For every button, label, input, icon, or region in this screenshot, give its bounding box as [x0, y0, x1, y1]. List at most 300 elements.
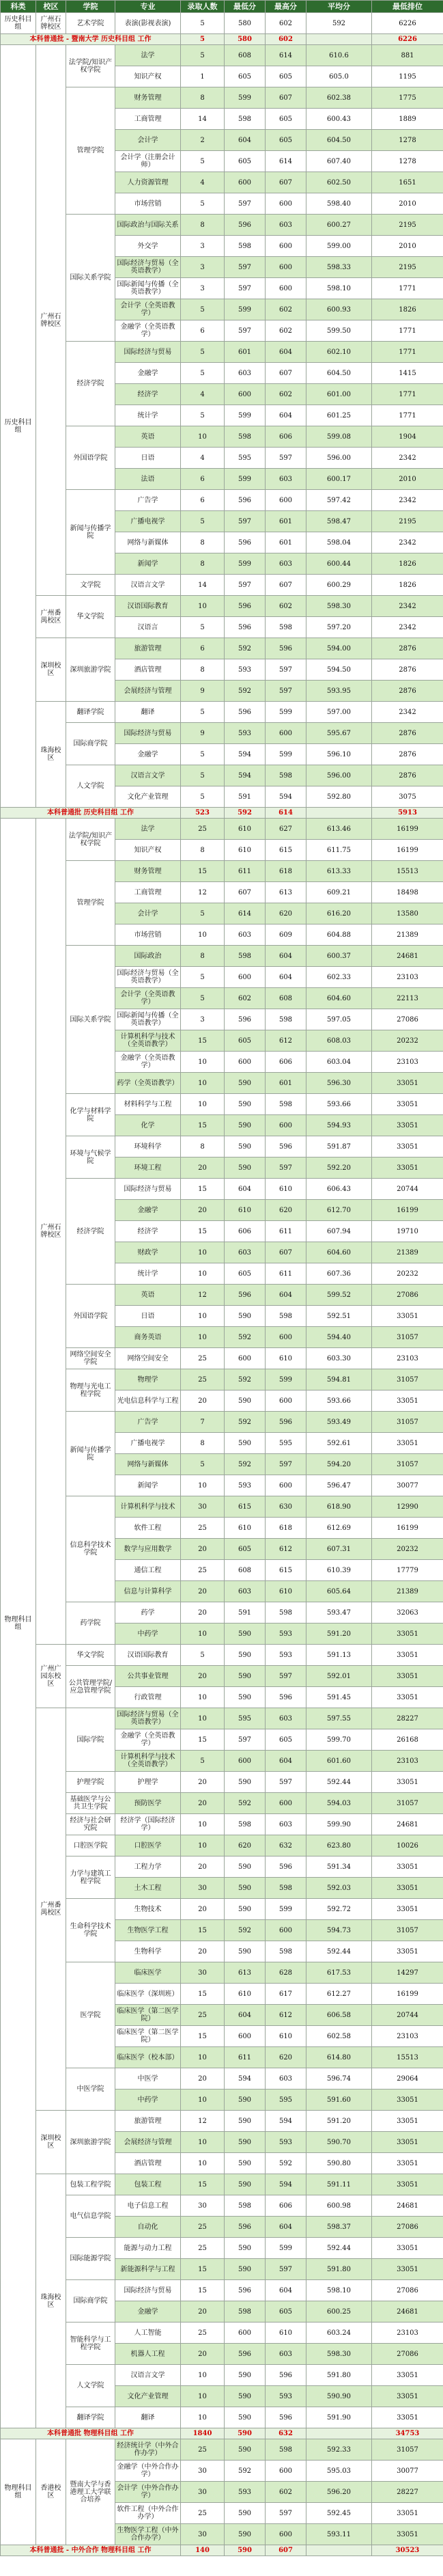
max-score-cell: 603 [266, 2344, 306, 2365]
subject-group-cell: 物理科目组 [1, 2439, 36, 2545]
total-min-score: 592 [225, 808, 266, 819]
min-rank-cell: 33051 [372, 2153, 443, 2174]
min-score-cell: 590 [225, 2174, 266, 2195]
min-score-cell: 590 [225, 1094, 266, 1115]
campus-cell: 珠海校区 [36, 2174, 66, 2428]
min-rank-cell: 26168 [372, 1729, 443, 1751]
min-rank-cell: 3075 [372, 786, 443, 808]
min-rank-cell: 20744 [372, 1179, 443, 1200]
min-score-cell: 598 [225, 236, 266, 257]
campus-cell: 广州石牌校区 [36, 13, 66, 34]
avg-score-cell: 614.80 [306, 2047, 372, 2068]
min-rank-cell: 31057 [372, 1793, 443, 1814]
table-row [1, 1136, 443, 1157]
min-rank-cell: 1904 [372, 426, 443, 448]
avg-score-cell: 592.01 [306, 1666, 372, 1687]
major-cell: 临床医学（第二医学院） [115, 2005, 181, 2026]
min-score-cell: 590 [225, 1433, 266, 1454]
enrolled-cell: 15 [181, 2280, 225, 2301]
min-score-cell: 599 [225, 469, 266, 490]
min-rank-cell: 2195 [372, 511, 443, 532]
min-score-cell: 603 [225, 924, 266, 946]
min-rank-cell: 2876 [372, 638, 443, 659]
avg-score-cell: 594.81 [306, 1369, 372, 1390]
min-score-cell: 598 [225, 1814, 266, 1835]
min-score-cell: 598 [225, 2301, 266, 2322]
min-rank-cell: 2876 [372, 723, 443, 744]
avg-score-cell: 593.66 [306, 1390, 372, 1412]
min-score-cell: 590 [225, 2089, 266, 2111]
min-rank-cell: 1826 [372, 299, 443, 320]
min-score-cell: 590 [225, 1073, 266, 1094]
college-cell: 化学与材料学院 [66, 1094, 115, 1136]
min-rank-cell: 33051 [372, 1878, 443, 1899]
max-score-cell: 604 [266, 1751, 306, 1772]
max-score-cell: 598 [266, 1306, 306, 1327]
total-label: 本科普通批 物理科目组 工作 [1, 2428, 181, 2439]
min-score-cell: 592 [225, 1920, 266, 1941]
max-score-cell: 598 [266, 765, 306, 786]
major-cell: 新闻学 [115, 553, 181, 575]
min-score-cell: 613 [225, 1962, 266, 1984]
college-cell: 深圳旅游学院 [66, 2111, 115, 2174]
min-score-cell: 601 [225, 342, 266, 363]
max-score-cell: 609 [266, 924, 306, 946]
major-cell: 法学 [115, 819, 181, 840]
min-rank-cell: 2342 [372, 702, 443, 723]
avg-score-cell: 592.72 [306, 1899, 372, 1920]
min-score-cell: 610 [225, 1518, 266, 1539]
avg-score-cell: 597.20 [306, 617, 372, 638]
enrolled-cell: 30 [181, 2524, 225, 2545]
avg-score-cell: 595.03 [306, 2461, 372, 2482]
max-score-cell: 604 [266, 967, 306, 988]
avg-score-cell: 609.21 [306, 882, 372, 903]
table-row [1, 1899, 443, 1920]
max-score-cell: 610 [266, 2322, 306, 2344]
max-score-cell: 610 [266, 1581, 306, 1602]
major-cell: 土木工程 [115, 1878, 181, 1899]
max-score-cell: 605 [266, 109, 306, 130]
enrolled-cell: 10 [181, 1708, 225, 1729]
major-cell: 临床医学（深圳班） [115, 1984, 181, 2005]
enrolled-cell: 20 [181, 2344, 225, 2365]
max-score-cell: 600 [266, 1115, 306, 1136]
enrolled-cell: 10 [181, 2047, 225, 2068]
table-row [1, 87, 443, 109]
major-cell: 行政管理 [115, 1687, 181, 1708]
avg-score-cell: 598.37 [306, 2217, 372, 2238]
enrolled-cell: 5 [181, 903, 225, 924]
min-score-cell: 605 [225, 1263, 266, 1285]
enrolled-cell: 10 [181, 426, 225, 448]
min-score-cell: 598 [225, 426, 266, 448]
max-score-cell: 600 [266, 257, 306, 278]
major-cell: 机器人工程 [115, 2344, 181, 2365]
min-score-cell: 597 [225, 511, 266, 532]
table-row [1, 819, 443, 840]
college-cell: 药学院 [66, 1602, 115, 1645]
min-rank-cell: 16199 [372, 1518, 443, 1539]
avg-score-cell: 612.69 [306, 1518, 372, 1539]
enrolled-cell: 25 [181, 1518, 225, 1539]
max-score-cell: 604 [266, 405, 306, 426]
avg-score-cell: 600.17 [306, 469, 372, 490]
enrolled-cell: 15 [181, 1115, 225, 1136]
enrolled-cell: 20 [181, 1856, 225, 1878]
min-rank-cell: 20744 [372, 2005, 443, 2026]
total-min-score: 590 [225, 2428, 266, 2439]
min-rank-cell: 21389 [372, 924, 443, 946]
college-cell: 艺术学院 [66, 13, 115, 34]
college-cell: 法学院/知识产权学院 [66, 45, 115, 87]
major-cell: 国际经济与贸易 [115, 2280, 181, 2301]
enrolled-cell: 9 [181, 723, 225, 744]
table-row [1, 1835, 443, 1856]
avg-score-cell: 592.80 [306, 786, 372, 808]
major-cell: 金融学 [115, 363, 181, 384]
major-cell: 包装工程 [115, 2174, 181, 2195]
enrolled-cell: 10 [181, 2153, 225, 2174]
avg-score-cell: 604.88 [306, 924, 372, 946]
min-score-cell: 590 [225, 1645, 266, 1666]
min-rank-cell: 33051 [372, 1623, 443, 1645]
max-score-cell: 596 [266, 1687, 306, 1708]
total-enrolled: 140 [181, 2545, 225, 2556]
min-score-cell: 596 [225, 596, 266, 617]
avg-score-cell: 593.11 [306, 2524, 372, 2545]
college-cell: 医学院 [66, 1962, 115, 2068]
max-score-cell: 603 [266, 1708, 306, 1729]
min-score-cell: 590 [225, 1899, 266, 1920]
table-row [1, 1412, 443, 1433]
max-score-cell: 599 [266, 702, 306, 723]
min-rank-cell: 1771 [372, 342, 443, 363]
major-cell: 翻译 [115, 2407, 181, 2428]
avg-score-cell: 600.44 [306, 553, 372, 575]
table-row [1, 1772, 443, 1793]
min-score-cell: 590 [225, 2386, 266, 2407]
table-row [1, 1666, 443, 1687]
major-cell: 生物科学 [115, 1941, 181, 1962]
enrolled-cell: 10 [181, 2386, 225, 2407]
min-score-cell: 590 [225, 2259, 266, 2280]
min-score-cell: 595 [225, 1708, 266, 1729]
enrolled-cell: 10 [181, 1094, 225, 1115]
max-score-cell: 610 [266, 1179, 306, 1200]
max-score-cell: 593 [266, 2386, 306, 2407]
avg-score-cell: 602.38 [306, 87, 372, 109]
max-score-cell: 596 [266, 2407, 306, 2428]
table-row [1, 215, 443, 236]
min-score-cell: 590 [225, 1115, 266, 1136]
max-score-cell: 602 [266, 384, 306, 405]
max-score-cell: 596 [266, 1412, 306, 1433]
college-cell: 经济学院 [66, 342, 115, 426]
min-score-cell: 600 [225, 2026, 266, 2047]
enrolled-cell: 10 [181, 2365, 225, 2386]
min-score-cell: 593 [225, 723, 266, 744]
enrolled-cell: 10 [181, 1052, 225, 1073]
avg-score-cell: 600.29 [306, 575, 372, 596]
max-score-cell: 597 [266, 1666, 306, 1687]
major-cell: 药学 [115, 1602, 181, 1623]
min-rank-cell: 33051 [372, 2132, 443, 2153]
min-score-cell: 590 [225, 2153, 266, 2174]
max-score-cell: 599 [266, 744, 306, 765]
max-score-cell: 611 [266, 1263, 306, 1285]
major-cell: 口腔医学 [115, 1835, 181, 1856]
avg-score-cell: 598.10 [306, 2280, 372, 2301]
enrolled-cell: 20 [181, 1390, 225, 1412]
major-cell: 国际新闻与传播（全英语教学） [115, 278, 181, 299]
min-score-cell: 590 [225, 2238, 266, 2259]
major-cell: 知识产权 [115, 66, 181, 87]
min-rank-cell: 33051 [372, 1687, 443, 1708]
major-cell: 经济学（国际经济学） [115, 1814, 181, 1835]
min-rank-cell: 27086 [372, 2217, 443, 2238]
min-score-cell: 597 [225, 1729, 266, 1751]
min-rank-cell: 33051 [372, 1941, 443, 1962]
min-score-cell: 596 [225, 617, 266, 638]
enrolled-cell: 10 [181, 1327, 225, 1348]
table-row [1, 1793, 443, 1814]
max-score-cell: 600 [266, 1327, 306, 1348]
table-row [1, 2111, 443, 2132]
total-enrolled: 523 [181, 808, 225, 819]
max-score-cell: 599 [266, 1369, 306, 1390]
min-score-cell: 597 [225, 278, 266, 299]
campus-cell: 广州石牌校区 [36, 819, 66, 1645]
min-score-cell: 590 [225, 2407, 266, 2428]
table-row [1, 1962, 443, 1984]
total-min-rank: 34753 [372, 2428, 443, 2439]
min-rank-cell: 33051 [372, 2365, 443, 2386]
min-rank-cell: 27086 [372, 1285, 443, 1306]
avg-score-cell: 607.94 [306, 1221, 372, 1242]
max-score-cell: 604 [266, 2217, 306, 2238]
min-rank-cell: 31057 [372, 1327, 443, 1348]
major-cell: 环境科学 [115, 1136, 181, 1157]
max-score-cell: 598 [266, 1878, 306, 1899]
enrolled-cell: 6 [181, 490, 225, 511]
enrolled-cell: 5 [181, 1454, 225, 1475]
major-cell: 广播电视学 [115, 1433, 181, 1454]
enrolled-cell: 10 [181, 1835, 225, 1856]
total-min-score: 590 [225, 2545, 266, 2556]
avg-score-cell: 599.70 [306, 1729, 372, 1751]
total-avg-score [306, 2545, 372, 2556]
enrolled-cell: 5 [181, 363, 225, 384]
total-label: 本科普通批 历史科目组 工作 [1, 808, 181, 819]
enrolled-cell: 8 [181, 87, 225, 109]
table-row [1, 1285, 443, 1306]
max-score-cell: 607 [266, 575, 306, 596]
avg-score-cell: 592.44 [306, 2238, 372, 2259]
enrolled-cell: 14 [181, 109, 225, 130]
major-cell: 环境工程 [115, 1157, 181, 1179]
college-cell: 国际能源学院 [66, 2238, 115, 2280]
max-score-cell: 598 [266, 1602, 306, 1623]
enrolled-cell: 30 [181, 1878, 225, 1899]
min-score-cell: 590 [225, 1878, 266, 1899]
enrolled-cell: 25 [181, 819, 225, 840]
min-score-cell: 600 [225, 2322, 266, 2344]
table-row [1, 2068, 443, 2089]
enrolled-cell: 15 [181, 1729, 225, 1751]
min-rank-cell: 2010 [372, 469, 443, 490]
min-score-cell: 592 [225, 2461, 266, 2482]
major-cell: 国际经济与贸易 [115, 1179, 181, 1200]
min-rank-cell: 2010 [372, 193, 443, 215]
min-score-cell: 591 [225, 1602, 266, 1623]
avg-score-cell: 608.03 [306, 1030, 372, 1052]
major-cell: 酒店管理 [115, 659, 181, 681]
major-cell: 公共事业管理 [115, 1666, 181, 1687]
subject-group-cell: 物理科目组 [1, 819, 36, 2428]
max-score-cell: 603 [266, 215, 306, 236]
avg-score-cell: 591.80 [306, 2259, 372, 2280]
min-score-cell: 590 [225, 2439, 266, 2461]
avg-score-cell: 591.20 [306, 2111, 372, 2132]
min-rank-cell: 1889 [372, 109, 443, 130]
avg-score-cell: 591.60 [306, 2089, 372, 2111]
min-score-cell: 593 [225, 659, 266, 681]
avg-score-cell: 611.75 [306, 840, 372, 861]
min-score-cell: 604 [225, 1179, 266, 1200]
min-score-cell: 599 [225, 405, 266, 426]
min-rank-cell: 33051 [372, 1645, 443, 1666]
max-score-cell: 594 [266, 2111, 306, 2132]
enrolled-cell: 12 [181, 882, 225, 903]
max-score-cell: 592 [266, 2153, 306, 2174]
table-row [1, 2407, 443, 2428]
enrolled-cell: 8 [181, 215, 225, 236]
enrolled-cell: 25 [181, 2439, 225, 2461]
min-score-cell: 595 [225, 448, 266, 469]
avg-score-cell: 599.08 [306, 426, 372, 448]
min-score-cell: 611 [225, 861, 266, 882]
total-max-score: 602 [266, 34, 306, 45]
min-score-cell: 590 [225, 1666, 266, 1687]
major-cell: 金融学 [115, 2301, 181, 2322]
enrolled-cell: 8 [181, 840, 225, 861]
major-cell: 中药学 [115, 1623, 181, 1645]
min-score-cell: 580 [225, 13, 266, 34]
min-rank-cell: 2876 [372, 765, 443, 786]
enrolled-cell: 10 [181, 2132, 225, 2153]
min-rank-cell: 2876 [372, 744, 443, 765]
min-rank-cell: 19710 [372, 1221, 443, 1242]
max-score-cell: 602 [266, 320, 306, 342]
min-rank-cell: 2342 [372, 617, 443, 638]
avg-score-cell: 600.93 [306, 299, 372, 320]
avg-score-cell: 599.90 [306, 1814, 372, 1835]
major-cell: 广告学 [115, 490, 181, 511]
max-score-cell: 607 [266, 363, 306, 384]
table-row [1, 2365, 443, 2386]
avg-score-cell: 607.31 [306, 1539, 372, 1560]
college-cell: 国际关系学院 [66, 215, 115, 342]
max-score-cell: 604 [266, 2280, 306, 2301]
avg-score-cell: 593.47 [306, 1602, 372, 1623]
major-cell: 酒店管理 [115, 2153, 181, 2174]
enrolled-cell: 4 [181, 384, 225, 405]
major-cell: 工商管理 [115, 109, 181, 130]
min-score-cell: 600 [225, 1751, 266, 1772]
min-score-cell: 590 [225, 1306, 266, 1327]
min-score-cell: 604 [225, 2005, 266, 2026]
enrolled-cell: 10 [181, 596, 225, 617]
enrolled-cell: 7 [181, 1412, 225, 1433]
max-score-cell: 605 [266, 66, 306, 87]
enrolled-cell: 8 [181, 659, 225, 681]
enrolled-cell: 10 [181, 1073, 225, 1094]
max-score-cell: 600 [266, 1475, 306, 1496]
min-rank-cell: 2195 [372, 257, 443, 278]
major-cell: 英语 [115, 1285, 181, 1306]
major-cell: 生物技术 [115, 1899, 181, 1920]
major-cell: 翻译 [115, 702, 181, 723]
table-body [1, 1, 443, 2556]
min-score-cell: 615 [225, 1496, 266, 1518]
min-rank-cell: 23103 [372, 1751, 443, 1772]
min-rank-cell: 10026 [372, 1835, 443, 1856]
major-cell: 临床医学 [115, 1962, 181, 1984]
major-cell: 药学（全英语教学） [115, 1073, 181, 1094]
max-score-cell: 597 [266, 2259, 306, 2280]
major-cell: 汉语言 [115, 617, 181, 638]
enrolled-cell: 20 [181, 1539, 225, 1560]
enrolled-cell: 25 [181, 1560, 225, 1581]
major-cell: 国际经济与贸易 [115, 723, 181, 744]
max-score-cell: 604 [266, 1285, 306, 1306]
avg-score-cell: 613.33 [306, 861, 372, 882]
max-score-cell: 607 [266, 1242, 306, 1263]
enrolled-cell: 5 [181, 1751, 225, 1772]
avg-score-cell: 592.51 [306, 1306, 372, 1327]
min-rank-cell: 33051 [372, 2259, 443, 2280]
enrolled-cell: 5 [181, 193, 225, 215]
max-score-cell: 600 [266, 1793, 306, 1814]
enrolled-cell: 20 [181, 1793, 225, 1814]
min-score-cell: 590 [225, 1157, 266, 1179]
min-score-cell: 590 [225, 2503, 266, 2524]
avg-score-cell: 597.55 [306, 1708, 372, 1729]
avg-score-cell: 594.50 [306, 659, 372, 681]
major-cell: 财政学 [115, 1242, 181, 1263]
avg-score-cell: 595.67 [306, 723, 372, 744]
min-score-cell: 592 [225, 681, 266, 702]
enrolled-cell: 30 [181, 2195, 225, 2217]
min-score-cell: 590 [225, 1623, 266, 1645]
avg-score-cell: 604.60 [306, 1242, 372, 1263]
enrolled-cell: 8 [181, 946, 225, 967]
major-cell: 光电信息科学与工程 [115, 1390, 181, 1412]
college-cell: 外国语学院 [66, 1285, 115, 1348]
enrolled-cell: 5 [181, 702, 225, 723]
major-cell: 法语 [115, 469, 181, 490]
min-rank-cell: 33051 [372, 2089, 443, 2111]
max-score-cell: 598 [266, 2439, 306, 2461]
min-rank-cell: 881 [372, 45, 443, 66]
total-enrolled: 5 [181, 34, 225, 45]
section-total-row [1, 808, 443, 819]
avg-score-cell: 600.27 [306, 215, 372, 236]
college-cell: 人文学院 [66, 2365, 115, 2407]
min-rank-cell: 33051 [372, 1899, 443, 1920]
max-score-cell: 627 [266, 819, 306, 840]
